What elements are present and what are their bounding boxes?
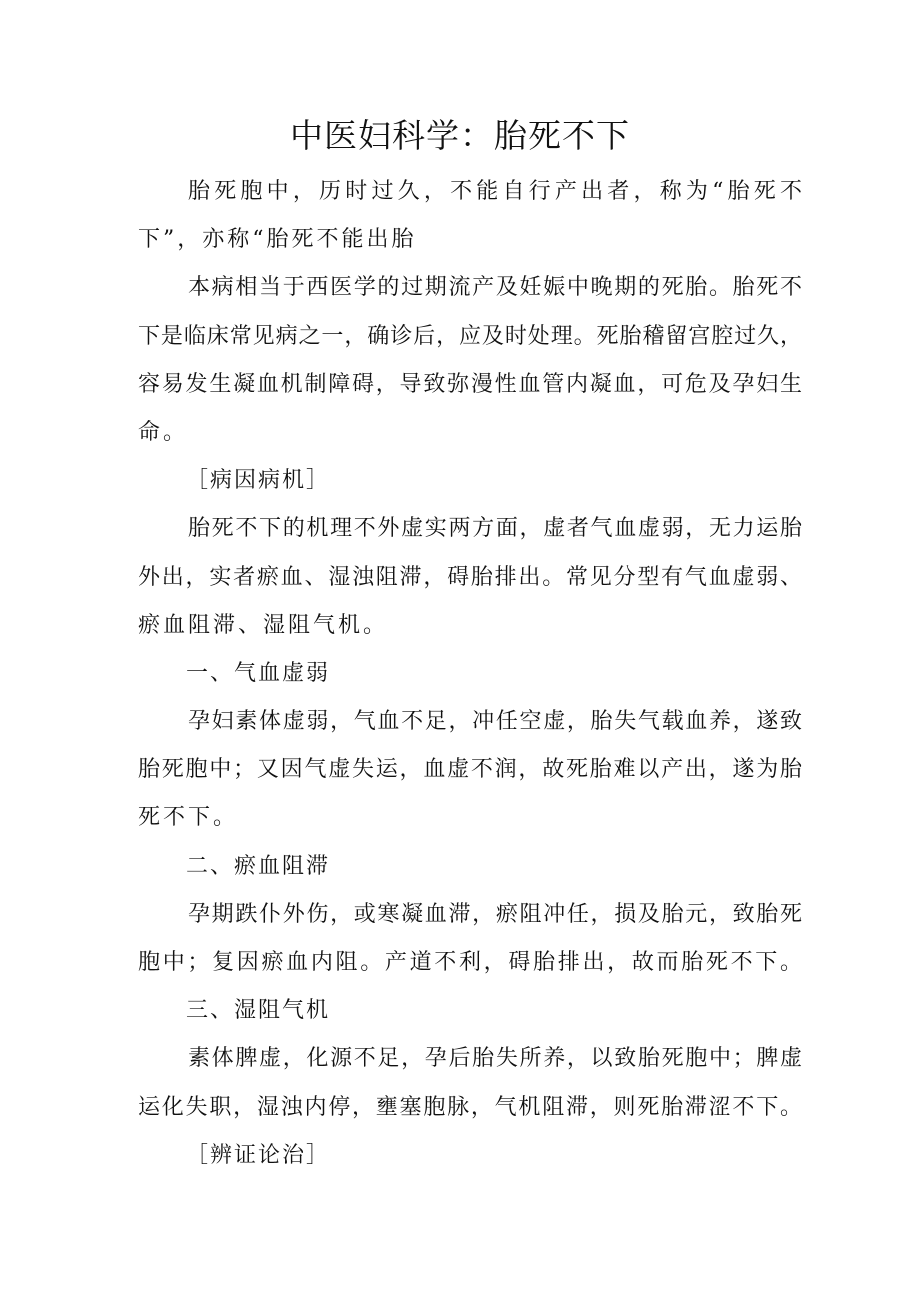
paragraph-line: 命。 <box>138 419 189 445</box>
paragraph-line: 容易发生凝血机制障碍，导致弥漫性血管内凝血，可危及孕妇生 <box>138 371 802 397</box>
paragraph-line: 瘀血阻滞、湿阻气机。 <box>138 612 389 638</box>
paragraph <box>138 703 802 848</box>
document-title: 中医妇科学：胎死不下 <box>290 116 630 155</box>
paragraph-line: 胎死胞中；又因气虚失运，血虚不润，故死胎难以产出，遂为胎 <box>138 757 802 783</box>
paragraph-line: 孕妇素体虚弱，气血不足，冲任空虚，胎失气载血养，遂致 <box>188 709 802 735</box>
paragraph-line: 外出，实者瘀血、湿浊阻滞，碍胎排出。常见分型有气血虚弱、 <box>138 564 802 590</box>
paragraph-line: 胞中；复因瘀血内阻。产道不利，碍胎排出，故而胎死不下。 <box>138 950 802 975</box>
section-heading: ［辨证论治］ <box>186 1142 331 1168</box>
paragraph <box>138 896 802 992</box>
section-heading: 一、气血虚弱 <box>186 660 331 686</box>
paragraph-line: 死不下。 <box>138 805 239 831</box>
paragraph-line: 素体脾虚，化源不足，孕后胎失所养，以致胎死胞中；脾虚 <box>188 1046 802 1072</box>
paragraph-line: 胎死不下的机理不外虚实两方面，虚者气血虚弱，无力运胎 <box>188 516 802 542</box>
paragraph-line: 孕期跌仆外伤，或寒凝血滞，瘀阻冲任，损及胎元，致胎死 <box>188 901 802 927</box>
paragraph-line: 胎死胞中，历时过久，不能自行产出者，称为“胎死不 <box>188 179 802 204</box>
document-body <box>138 173 802 1185</box>
section-heading: 三、湿阻气机 <box>186 998 331 1024</box>
paragraph <box>138 1040 802 1136</box>
paragraph-line: 运化失职，湿浊内停，壅塞胞脉，气机阻滞，则死胎滞涩不下。 <box>138 1094 802 1120</box>
paragraph <box>138 173 802 269</box>
section-heading: 二、瘀血阻滞 <box>186 853 331 879</box>
paragraph <box>138 510 802 655</box>
section-heading: ［病因病机］ <box>186 468 331 494</box>
paragraph-line: 本病相当于西医学的过期流产及妊娠中晚期的死胎。胎死不 <box>188 275 802 301</box>
paragraph <box>138 269 802 462</box>
paragraph-line: 下”，亦称“胎死不能出胎 <box>138 227 417 253</box>
paragraph-line: 下是临床常见病之一，确诊后，应及时处理。死胎稽留宫腔过久， <box>138 323 802 349</box>
